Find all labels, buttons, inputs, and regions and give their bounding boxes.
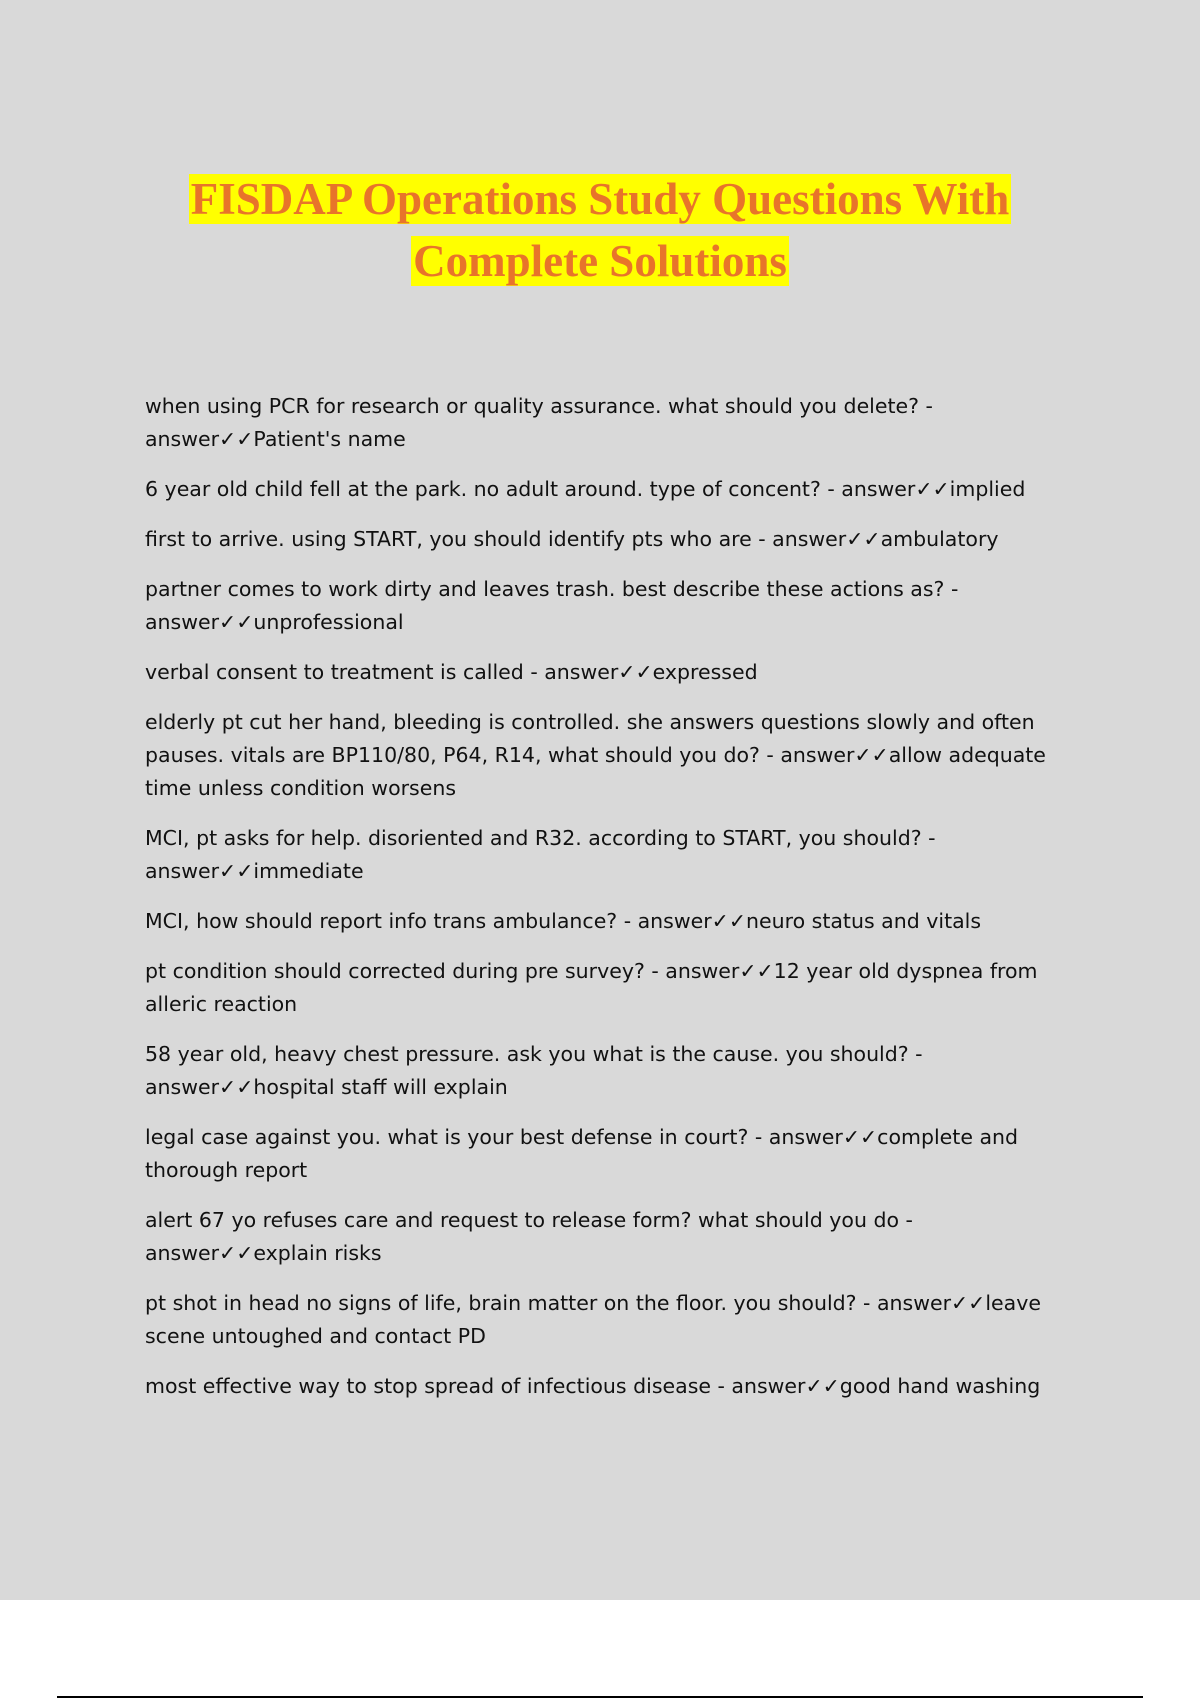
qa-item: elderly pt cut her hand, bleeding is controlled. she answers questions slowly and often pauses. vitals are BP110/80, P64, R14, what should you do? - answer✓✓allow adequate time unless condition worsens (145, 710, 1046, 800)
qa-item: most effective way to stop spread of infectious disease - answer✓✓good hand washing (145, 1374, 1041, 1398)
qa-item: when using PCR for research or quality assurance. what should you delete? - answer✓✓Patient's name (145, 394, 933, 451)
document-title (0, 168, 1200, 292)
title-line-2: Complete Solutions (413, 236, 787, 286)
qa-item: MCI, pt asks for help. disoriented and R32. according to START, you should? - answer✓✓immediate (145, 826, 936, 883)
qa-item: partner comes to work dirty and leaves trash. best describe these actions as? - answer✓✓unprofessional (145, 577, 959, 634)
qa-item: pt condition should corrected during pre survey? - answer✓✓12 year old dyspnea from alleric reaction (145, 959, 1038, 1016)
qa-item: alert 67 yo refuses care and request to release form? what should you do - answer✓✓explain risks (145, 1208, 913, 1265)
footer-divider (57, 1696, 1143, 1698)
qa-item: 6 year old child fell at the park. no adult around. type of concent? - answer✓✓implied (145, 477, 1026, 501)
qa-item: legal case against you. what is your best defense in court? - answer✓✓complete and thorough report (145, 1125, 1019, 1182)
qa-item: MCI, how should report info trans ambulance? - answer✓✓neuro status and vitals (145, 909, 982, 933)
qa-item: pt shot in head no signs of life, brain matter on the floor. you should? - answer✓✓leave scene untoughed and contact PD (145, 1291, 1041, 1348)
qa-item: 58 year old, heavy chest pressure. ask you what is the cause. you should? - answer✓✓hospital staff will explain (145, 1042, 923, 1099)
qa-item: first to arrive. using START, you should identify pts who are - answer✓✓ambulatory (145, 527, 999, 551)
question-answer-list (145, 390, 1075, 1420)
title-line-1: FISDAP Operations Study Questions With (190, 174, 1010, 224)
qa-item: verbal consent to treatment is called - answer✓✓expressed (145, 660, 758, 684)
